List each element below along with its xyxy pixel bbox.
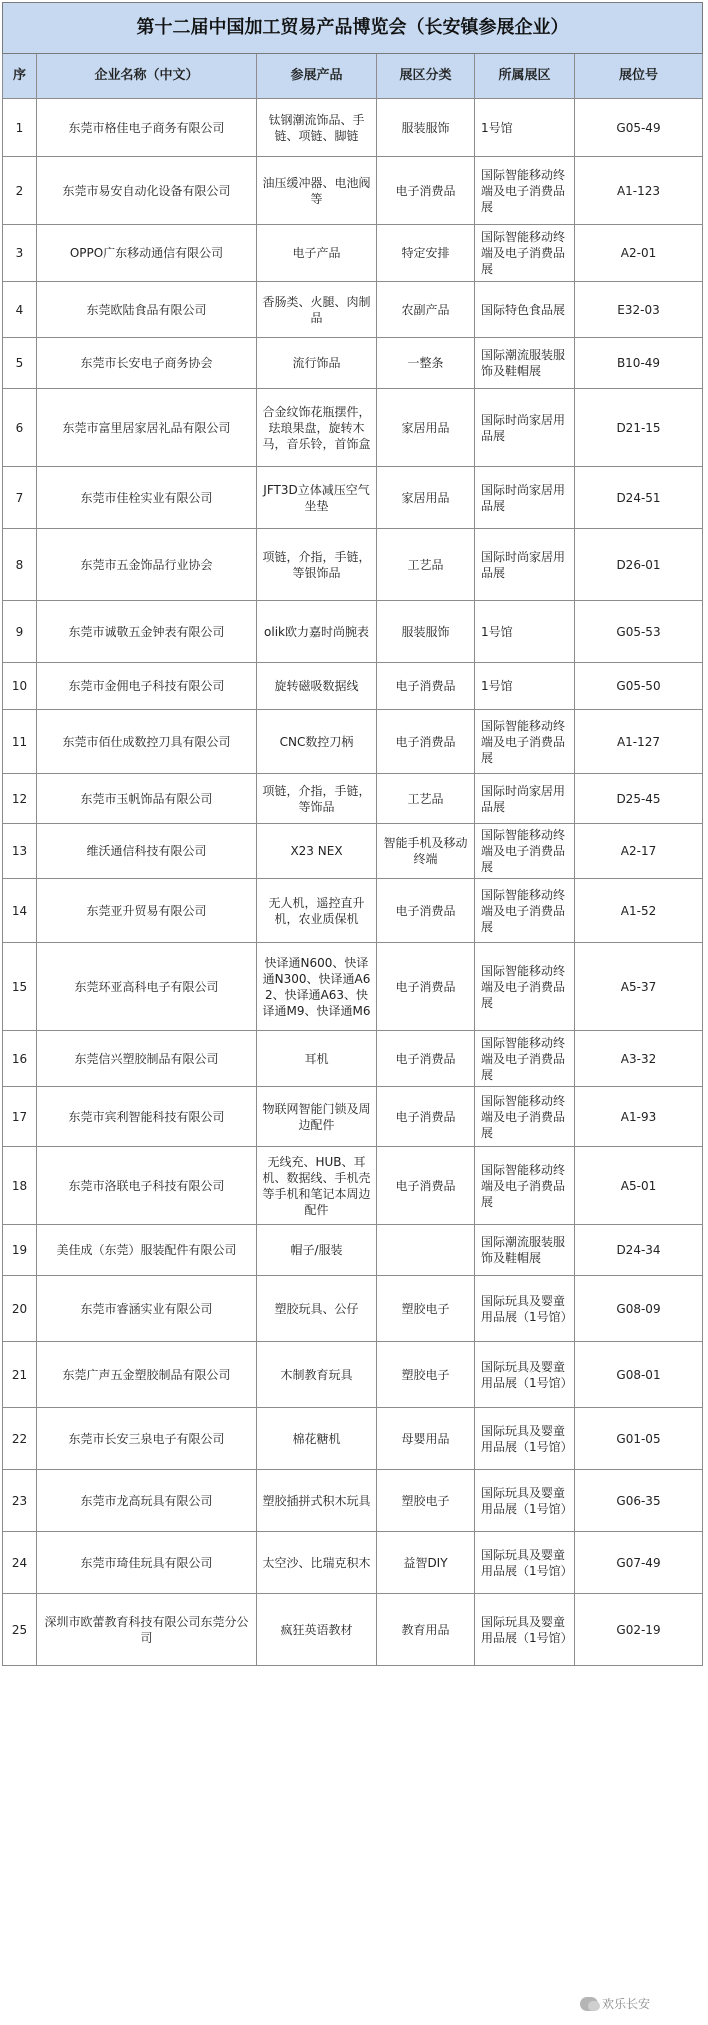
table-row <box>3 467 703 529</box>
cell-hall: 国际玩具及婴童用品展（1号馆） <box>475 1276 575 1342</box>
cell-company: 维沃通信科技有限公司 <box>37 824 257 879</box>
cell-company: 东莞欧陆食品有限公司 <box>37 282 257 338</box>
cell-category: 服装服饰 <box>377 99 475 157</box>
exhibitor-sheet <box>2 2 702 1666</box>
cell-company: 东莞信兴塑胶制品有限公司 <box>37 1031 257 1087</box>
cell-hall: 国际智能移动终端及电子消费品展 <box>475 1031 575 1087</box>
cell-booth: D26-01 <box>575 529 703 601</box>
table-row <box>3 282 703 338</box>
table-row <box>3 1594 703 1666</box>
table-row <box>3 824 703 879</box>
table-row <box>3 157 703 225</box>
cell-booth: A1-52 <box>575 879 703 943</box>
cell-product: 香肠类、火腿、肉制品 <box>257 282 377 338</box>
header-hall: 所属展区 <box>475 54 575 99</box>
cell-hall: 国际时尚家居用品展 <box>475 467 575 529</box>
cell-no: 10 <box>3 663 37 710</box>
cell-booth: G08-01 <box>575 1342 703 1408</box>
cell-category: 工艺品 <box>377 529 475 601</box>
cell-hall: 国际玩具及婴童用品展（1号馆） <box>475 1532 575 1594</box>
cell-booth: A2-17 <box>575 824 703 879</box>
cell-company: 东莞市龙高玩具有限公司 <box>37 1470 257 1532</box>
cell-product: 合金纹饰花瓶摆件，珐琅果盘，旋转木马，音乐铃，首饰盒 <box>257 389 377 467</box>
cell-hall: 国际潮流服装服饰及鞋帽展 <box>475 338 575 389</box>
cell-product: 项链，介指，手链，等饰品 <box>257 774 377 824</box>
table-row <box>3 99 703 157</box>
cell-hall: 国际智能移动终端及电子消费品展 <box>475 225 575 282</box>
cell-category: 塑胶电子 <box>377 1276 475 1342</box>
cell-booth: G08-09 <box>575 1276 703 1342</box>
cell-category: 电子消费品 <box>377 710 475 774</box>
header-company: 企业名称（中文） <box>37 54 257 99</box>
cell-product: 钛钢潮流饰品、手链、项链、脚链 <box>257 99 377 157</box>
cell-hall: 国际时尚家居用品展 <box>475 529 575 601</box>
table-row <box>3 1147 703 1225</box>
table-row <box>3 1031 703 1087</box>
cell-no: 1 <box>3 99 37 157</box>
cell-hall: 国际玩具及婴童用品展（1号馆） <box>475 1342 575 1408</box>
cell-company: 东莞市佳栓实业有限公司 <box>37 467 257 529</box>
table-row <box>3 879 703 943</box>
cell-category: 工艺品 <box>377 774 475 824</box>
cell-category: 电子消费品 <box>377 157 475 225</box>
cell-company: 东莞市格佳电子商务有限公司 <box>37 99 257 157</box>
cell-category: 电子消费品 <box>377 1087 475 1147</box>
cell-booth: G07-49 <box>575 1532 703 1594</box>
cell-category: 家居用品 <box>377 389 475 467</box>
cell-company: OPPO广东移动通信有限公司 <box>37 225 257 282</box>
cell-product: CNC数控刀柄 <box>257 710 377 774</box>
cell-booth: B10-49 <box>575 338 703 389</box>
cell-hall: 国际玩具及婴童用品展（1号馆） <box>475 1594 575 1666</box>
cell-product: 旋转磁吸数据线 <box>257 663 377 710</box>
cell-product: 快译通N600、快译通N300、快译通A62、快译通A63、快译通M9、快译通M6 <box>257 943 377 1031</box>
cell-category: 农副产品 <box>377 282 475 338</box>
cell-no: 19 <box>3 1225 37 1276</box>
table-row <box>3 338 703 389</box>
cell-company: 东莞市金佣电子科技有限公司 <box>37 663 257 710</box>
cell-no: 3 <box>3 225 37 282</box>
cell-no: 12 <box>3 774 37 824</box>
cell-product: olik欧力嘉时尚腕表 <box>257 601 377 663</box>
cell-booth: G05-49 <box>575 99 703 157</box>
table-row <box>3 774 703 824</box>
table-title: 第十二届中国加工贸易产品博览会（长安镇参展企业） <box>3 3 703 54</box>
cell-product: 无线充、HUB、耳机、数据线、手机壳等手机和笔记本周边配件 <box>257 1147 377 1225</box>
cell-category: 智能手机及移动终端 <box>377 824 475 879</box>
cell-product: 塑胶玩具、公仔 <box>257 1276 377 1342</box>
watermark <box>580 1995 650 2012</box>
cell-company: 东莞市琦佳玩具有限公司 <box>37 1532 257 1594</box>
cell-company: 东莞市诚敬五金钟表有限公司 <box>37 601 257 663</box>
cell-booth: A1-123 <box>575 157 703 225</box>
cell-category: 电子消费品 <box>377 943 475 1031</box>
cell-category: 电子消费品 <box>377 1147 475 1225</box>
table-row <box>3 663 703 710</box>
cell-booth: A2-01 <box>575 225 703 282</box>
cell-product: 塑胶插拼式积木玩具 <box>257 1470 377 1532</box>
cell-booth: G05-53 <box>575 601 703 663</box>
cell-hall: 国际智能移动终端及电子消费品展 <box>475 1147 575 1225</box>
cell-hall: 1号馆 <box>475 601 575 663</box>
table-row <box>3 1087 703 1147</box>
header-booth: 展位号 <box>575 54 703 99</box>
cell-no: 16 <box>3 1031 37 1087</box>
cell-product: X23 NEX <box>257 824 377 879</box>
cell-company: 东莞市佰仕成数控刀具有限公司 <box>37 710 257 774</box>
cell-hall: 国际智能移动终端及电子消费品展 <box>475 824 575 879</box>
cell-booth: A1-93 <box>575 1087 703 1147</box>
table-row <box>3 389 703 467</box>
cell-category: 母婴用品 <box>377 1408 475 1470</box>
cell-product: 耳机 <box>257 1031 377 1087</box>
cell-company: 东莞广声五金塑胶制品有限公司 <box>37 1342 257 1408</box>
cell-company: 东莞市长安三泉电子有限公司 <box>37 1408 257 1470</box>
cell-no: 7 <box>3 467 37 529</box>
header-no: 序 <box>3 54 37 99</box>
cell-hall: 1号馆 <box>475 663 575 710</box>
table-row <box>3 1532 703 1594</box>
cell-category: 特定安排 <box>377 225 475 282</box>
cell-no: 22 <box>3 1408 37 1470</box>
cell-product: 帽子/服装 <box>257 1225 377 1276</box>
cell-product: 棉花糖机 <box>257 1408 377 1470</box>
cell-hall: 国际时尚家居用品展 <box>475 389 575 467</box>
table-row <box>3 1342 703 1408</box>
cell-no: 25 <box>3 1594 37 1666</box>
cell-category: 一整条 <box>377 338 475 389</box>
table-row <box>3 710 703 774</box>
cell-booth: D25-45 <box>575 774 703 824</box>
cell-product: 太空沙、比瑞克积木 <box>257 1532 377 1594</box>
cell-booth: G05-50 <box>575 663 703 710</box>
table-row <box>3 1408 703 1470</box>
cell-category: 服装服饰 <box>377 601 475 663</box>
cell-no: 23 <box>3 1470 37 1532</box>
cell-no: 18 <box>3 1147 37 1225</box>
cell-hall: 1号馆 <box>475 99 575 157</box>
table-row <box>3 225 703 282</box>
cell-booth: D24-51 <box>575 467 703 529</box>
cell-booth: D21-15 <box>575 389 703 467</box>
cell-category: 电子消费品 <box>377 1031 475 1087</box>
cell-no: 9 <box>3 601 37 663</box>
cell-category: 家居用品 <box>377 467 475 529</box>
cell-booth: A5-01 <box>575 1147 703 1225</box>
cell-product: 木制教育玩具 <box>257 1342 377 1408</box>
cell-company: 美佳成（东莞）服装配件有限公司 <box>37 1225 257 1276</box>
cell-no: 2 <box>3 157 37 225</box>
exhibitor-table <box>2 2 703 1666</box>
cell-no: 5 <box>3 338 37 389</box>
table-row <box>3 529 703 601</box>
cell-hall: 国际潮流服装服饰及鞋帽展 <box>475 1225 575 1276</box>
cell-no: 20 <box>3 1276 37 1342</box>
cell-hall: 国际特色食品展 <box>475 282 575 338</box>
cell-booth: G01-05 <box>575 1408 703 1470</box>
cell-product: 物联网智能门锁及周边配件 <box>257 1087 377 1147</box>
cell-category: 益智DIY <box>377 1532 475 1594</box>
cell-product: 疯狂英语教材 <box>257 1594 377 1666</box>
cell-booth: G06-35 <box>575 1470 703 1532</box>
table-row <box>3 601 703 663</box>
cell-company: 东莞市易安自动化设备有限公司 <box>37 157 257 225</box>
cell-booth: G02-19 <box>575 1594 703 1666</box>
wechat-icon <box>580 1997 598 2011</box>
watermark-text: 欢乐长安 <box>602 1997 651 2011</box>
table-row <box>3 1225 703 1276</box>
cell-company: 东莞市洛联电子科技有限公司 <box>37 1147 257 1225</box>
cell-category: 电子消费品 <box>377 879 475 943</box>
cell-booth: A1-127 <box>575 710 703 774</box>
cell-product: JFT3D立体减压空气坐垫 <box>257 467 377 529</box>
cell-product: 项链，介指，手链，等银饰品 <box>257 529 377 601</box>
cell-booth: A5-37 <box>575 943 703 1031</box>
cell-hall: 国际玩具及婴童用品展（1号馆） <box>475 1470 575 1532</box>
cell-category <box>377 1225 475 1276</box>
cell-category: 塑胶电子 <box>377 1470 475 1532</box>
cell-product: 无人机，遥控直升机，农业质保机 <box>257 879 377 943</box>
table-row <box>3 1470 703 1532</box>
cell-product: 流行饰品 <box>257 338 377 389</box>
cell-category: 教育用品 <box>377 1594 475 1666</box>
cell-company: 东莞市宾利智能科技有限公司 <box>37 1087 257 1147</box>
cell-booth: A3-32 <box>575 1031 703 1087</box>
cell-no: 8 <box>3 529 37 601</box>
table-row <box>3 943 703 1031</box>
cell-product: 油压缓冲器、电池阀等 <box>257 157 377 225</box>
cell-hall: 国际智能移动终端及电子消费品展 <box>475 879 575 943</box>
cell-no: 13 <box>3 824 37 879</box>
cell-product: 电子产品 <box>257 225 377 282</box>
cell-hall: 国际智能移动终端及电子消费品展 <box>475 1087 575 1147</box>
cell-company: 东莞亚升贸易有限公司 <box>37 879 257 943</box>
cell-no: 17 <box>3 1087 37 1147</box>
cell-company: 深圳市欧蕾教育科技有限公司东莞分公司 <box>37 1594 257 1666</box>
header-product: 参展产品 <box>257 54 377 99</box>
cell-no: 6 <box>3 389 37 467</box>
cell-company: 东莞市五金饰品行业协会 <box>37 529 257 601</box>
cell-no: 14 <box>3 879 37 943</box>
cell-booth: D24-34 <box>575 1225 703 1276</box>
cell-category: 电子消费品 <box>377 663 475 710</box>
cell-company: 东莞市长安电子商务协会 <box>37 338 257 389</box>
cell-hall: 国际时尚家居用品展 <box>475 774 575 824</box>
cell-company: 东莞市玉帆饰品有限公司 <box>37 774 257 824</box>
cell-hall: 国际智能移动终端及电子消费品展 <box>475 943 575 1031</box>
cell-no: 15 <box>3 943 37 1031</box>
cell-hall: 国际智能移动终端及电子消费品展 <box>475 157 575 225</box>
cell-company: 东莞环亚高科电子有限公司 <box>37 943 257 1031</box>
cell-category: 塑胶电子 <box>377 1342 475 1408</box>
cell-booth: E32-03 <box>575 282 703 338</box>
cell-hall: 国际智能移动终端及电子消费品展 <box>475 710 575 774</box>
cell-no: 21 <box>3 1342 37 1408</box>
cell-company: 东莞市富里居家居礼品有限公司 <box>37 389 257 467</box>
cell-company: 东莞市睿涵实业有限公司 <box>37 1276 257 1342</box>
cell-no: 24 <box>3 1532 37 1594</box>
cell-no: 4 <box>3 282 37 338</box>
table-row <box>3 1276 703 1342</box>
cell-hall: 国际玩具及婴童用品展（1号馆） <box>475 1408 575 1470</box>
cell-no: 11 <box>3 710 37 774</box>
header-category: 展区分类 <box>377 54 475 99</box>
